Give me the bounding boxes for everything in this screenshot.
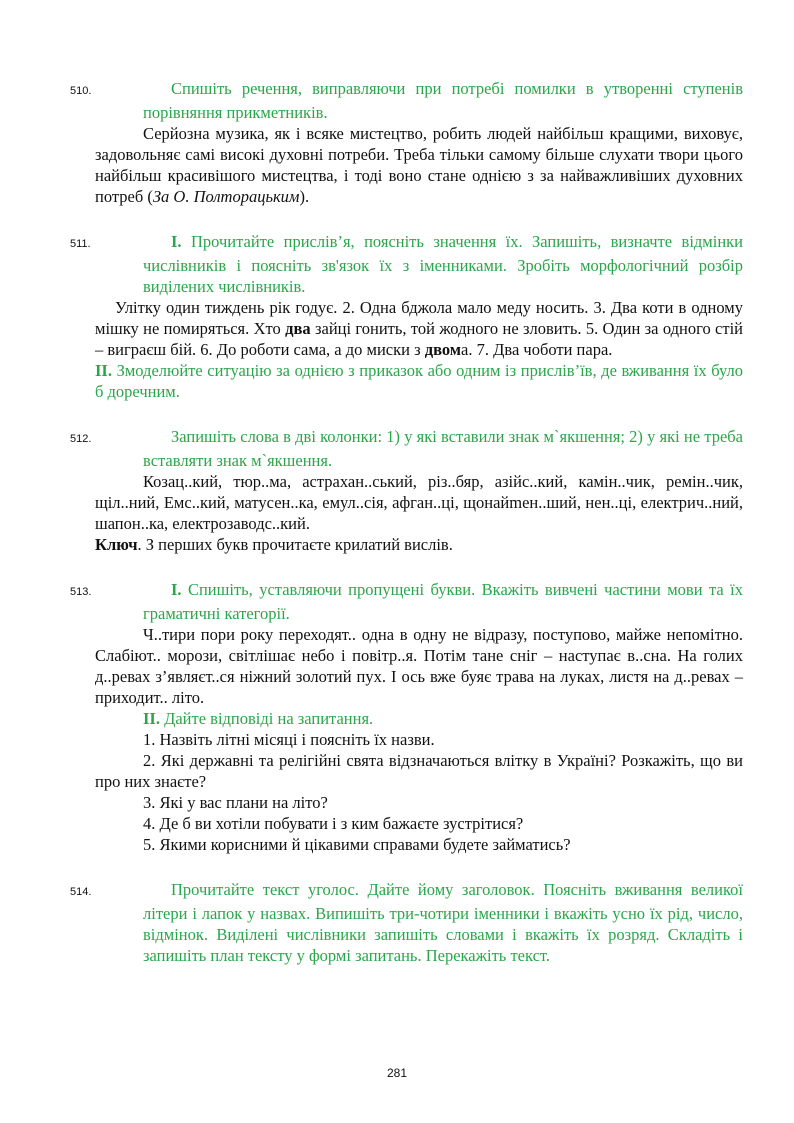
- exercise-514-task: 514. Прочитайте текст уголос. Дайте йому заголовок. Поясніть вживання великої літери і лапок у назвах. Випишіть три-чотири іменники і вкажіть усно їх рід, число, відмінок. Виділені числівники запишіть словами і вкажіть їх розряд. Складіть і запишіть план тексту у формі запитань. Перекажіть текст.: [70, 880, 743, 965]
- exercise-513-text: Ч..тири пори року переходят.. одна в одну не відразу, поступово, майже непомітно. Слабіют.. морози, світлішає небо і повітр..я. Потім тане сніг – наступає в..сна. На голих д..ревах з’являєт..ся ніжний золотий пух. І ось вже буяє трава на луках, листя на д..ревах – приходит.. літо.: [95, 625, 743, 707]
- exercise-512-key: Ключ. З перших букв прочитаєте крилатий вислів.: [95, 535, 453, 554]
- exercise-513-task: 513. І. Спишіть, уставляючи пропущені букви. Вкажіть вивчені частини мови та їх граматичні категорії.: [70, 580, 743, 623]
- page-number: 281: [386, 1066, 408, 1080]
- question-item: 2. Які державні та релігійні свята відзначаються влітку в Україні? Розкажіть, що ви про них знаєте?: [95, 751, 743, 791]
- exercise-number: 514.: [70, 886, 92, 898]
- exercise-512-words: Козац..кий, тюр..ма, астрахан..ський, різ..бяр, азійс..кий, камін..чик, ремін..чик, щіл..ний, Емс..кий, матусен..ка, емул..сія, афган..ці, щонайmен..ший, нен..ці, електрич..ний, шапон..ка, електрозаводс..кий.: [95, 472, 743, 533]
- exercise-510-task: 510. Спишіть речення, виправляючи при потребі помилки в утворенні ступенів порівняння прикметників.: [70, 79, 743, 122]
- exercise-number: 510.: [70, 85, 92, 97]
- question-item: 5. Якими корисними й цікавими справами будете займатись?: [143, 835, 571, 854]
- exercise-number: 513.: [70, 586, 92, 598]
- question-item: 3. Які у вас плани на літо?: [143, 793, 328, 812]
- exercise-511-proverbs: Улітку один тиждень рік годує. 2. Одна бджола мало меду носить. 3. Два коти в одному мішку не помиряться. Хто два зайці гонить, той жодного не зловить. 5. Один за одного стій – виграєш бій. 6. До роботи сама, а до миски з двома. 7. Два чоботи пара.: [95, 298, 743, 359]
- exercise-number: 512.: [70, 433, 92, 445]
- question-item: 1. Назвіть літні місяці і поясніть їх назви.: [143, 730, 435, 749]
- exercise-512-task: 512. Запишіть слова в дві колонки: 1) у які вставили знак м`якшення; 2) у які не треба вставляти знак м`якшення.: [70, 427, 743, 470]
- exercise-511-task2: ІІ. Змоделюйте ситуацію за однією з приказок або одним із прислів’їв, де вживання їх було б доречним.: [95, 361, 743, 401]
- page-content: [70, 78, 743, 966]
- exercise-513-task2: ІІ. Дайте відповіді на запитання.: [143, 709, 374, 728]
- exercise-number: 511.: [70, 238, 91, 250]
- exercise-511-task: 511. І. Прочитайте прислів’я, поясніть значення їх. Запишіть, визначте відмінки числівників і поясніть зв'язок їх з іменниками. Зробіть морфологічний розбір виділених числівників.: [70, 232, 743, 296]
- exercise-510-text: Серйозна музика, як і всяке мистецтво, робить людей найбільш кращими, виховує, задовольняє самі високі духовні потреби. Треба тільки самому більше слухати твори цього найбільш красивішого мистецтва, і тоді воно стане однією з за найважливіших духовних потреб (За О. Полторацьким).: [95, 124, 743, 206]
- question-item: 4. Де б ви хотіли побувати і з ким бажаєте зустрітися?: [143, 814, 524, 833]
